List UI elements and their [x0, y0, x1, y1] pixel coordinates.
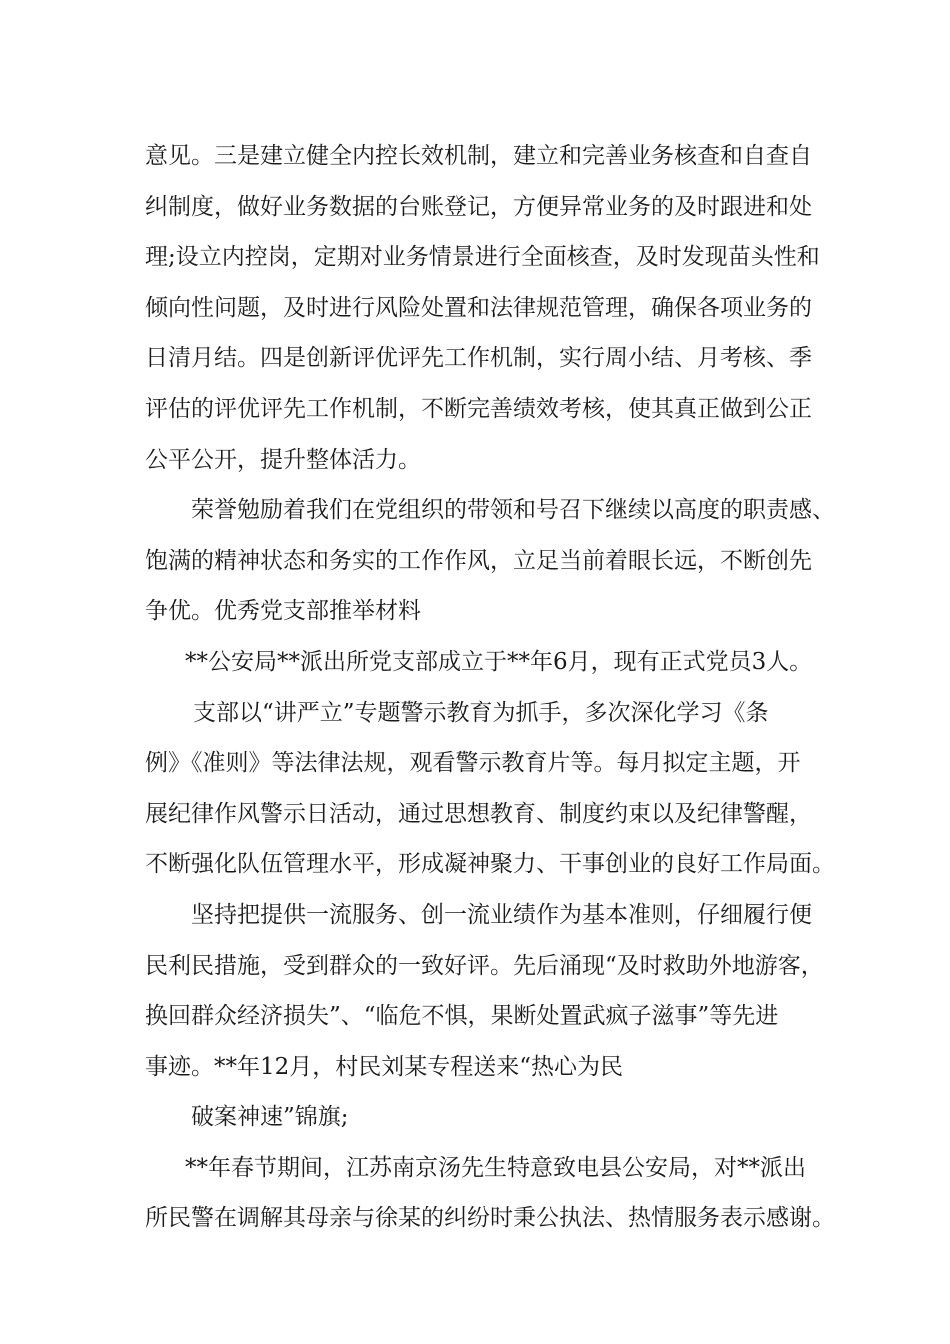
text-line: 不断强化队伍管理水平，形成凝神聚力、干事创业的良好工作局面。 [145, 851, 835, 878]
text-line: **公安局**派出所党支部成立于**年6月，现有正式党员3人。 [185, 648, 813, 675]
text-line: 破案神速”锦旗; [191, 1104, 349, 1131]
text-line: 意见。三是建立健全内控长效机制，建立和完善业务核查和自查自 [145, 143, 812, 169]
text-line: 展纪律作风警示日活动，通过思想教育、制度约束以及纪律警醒， [145, 800, 812, 827]
text-line: 支部以“讲严立”专题警示教育为抓手，多次深化学习《条 [193, 699, 769, 726]
text-line: 评估的评优评先工作机制，不断完善绩效考核，使其真正做到公正 [145, 395, 812, 422]
text-line: 民利民措施，受到群众的一致好评。先后涌现“及时救助外地游客， [145, 952, 824, 979]
text-line: 事迹。**年12月，村民刘某专程送来“热心为民 [145, 1053, 624, 1080]
text-line: 理;设立内控岗，定期对业务情景进行全面核查，及时发现苗头性和 [145, 244, 820, 271]
text-line: 荣誉勉励着我们在党组织的带领和号召下继续以高度的职责感、 [191, 497, 835, 524]
text-line: 日清月结。四是创新评优评先工作机制，实行周小结、月考核、季 [145, 345, 812, 372]
text-line: 饱满的精神状态和务实的工作作风，立足当前着眼长远，不断创先 [145, 547, 812, 574]
text-line: 公平公开，提升整体活力。 [145, 446, 421, 473]
text-line: **年春节期间，江苏南京汤先生特意致电县公安局，对**派出 [185, 1154, 806, 1181]
text-line: 例》《准则》等法律法规，观看警示教育片等。每月拟定主题，开 [145, 750, 801, 777]
text-line: 倾向性问题，及时进行风险处置和法律规范管理，确保各项业务的 [145, 294, 812, 321]
text-line: 纠制度，做好业务数据的台账登记，方便异常业务的及时跟进和处 [145, 193, 812, 220]
text-line: 坚持把提供一流服务、创一流业绩作为基本准则，仔细履行便 [191, 901, 812, 928]
document-body [145, 131, 835, 1244]
text-line: 争优。优秀党支部推举材料 [145, 598, 421, 625]
text-line: 换回群众经济损失”、“临危不惧，果断处置武疯子滋事”等先进 [145, 1003, 779, 1030]
text-line: 所民警在调解其母亲与徐某的纠纷时秉公执法、热情服务表示感谢。 [145, 1205, 835, 1232]
